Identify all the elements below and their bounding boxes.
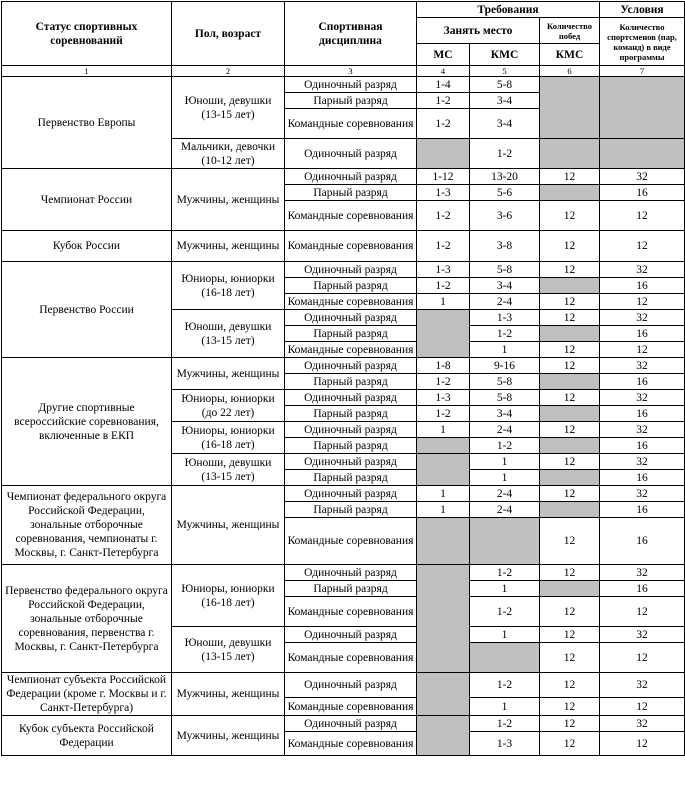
discipline-cell: Командные соревнования <box>285 294 417 310</box>
kms-cell: 1 <box>470 470 540 486</box>
age-cell: Юноши, девушки (13-15 лет) <box>172 77 285 139</box>
count-cell: 32 <box>600 390 685 406</box>
ms-cell: 1 <box>417 486 470 502</box>
count-cell: 12 <box>600 732 685 756</box>
table-row <box>2 262 685 278</box>
table-row <box>2 486 685 502</box>
count-cell: 12 <box>600 597 685 627</box>
count-cell: 16 <box>600 518 685 565</box>
count-cell: 16 <box>600 406 685 422</box>
count-cell: 12 <box>600 643 685 673</box>
count-cell <box>600 77 685 139</box>
kms-cell: 1-3 <box>470 732 540 756</box>
discipline-cell: Командные соревнования <box>285 698 417 716</box>
kms-cell: 3-4 <box>470 406 540 422</box>
kms-cell <box>470 643 540 673</box>
status-cell: Чемпионат субъекта Российской Федерации (кроме г. Москвы и г. Санкт-Петербурга) <box>2 673 172 716</box>
discipline-cell: Одиночный разряд <box>285 565 417 581</box>
wins-cell: 12 <box>540 673 600 698</box>
header-gender-age: Пол, возраст <box>172 2 285 66</box>
ms-cell: 1-2 <box>417 109 470 139</box>
discipline-cell: Парный разряд <box>285 406 417 422</box>
wins-cell: 12 <box>540 597 600 627</box>
status-cell: Чемпионат федерального округа Российской Федерации, зональные отборочные соревнования, чемпионаты г. Москвы, г. Санкт-Петербурга <box>2 486 172 565</box>
ms-cell: 1 <box>417 294 470 310</box>
wins-cell: 12 <box>540 201 600 231</box>
kms-cell: 3-4 <box>470 109 540 139</box>
discipline-cell: Парный разряд <box>285 470 417 486</box>
count-cell: 16 <box>600 581 685 597</box>
ms-cell <box>417 673 470 716</box>
wins-cell <box>540 139 600 169</box>
ms-cell <box>417 565 470 673</box>
wins-cell: 12 <box>540 342 600 358</box>
wins-cell: 12 <box>540 294 600 310</box>
count-cell: 16 <box>600 502 685 518</box>
col-number: 2 <box>172 66 285 77</box>
wins-cell <box>540 438 600 454</box>
table-row <box>2 169 685 185</box>
ms-cell: 1-2 <box>417 201 470 231</box>
count-cell <box>600 139 685 169</box>
age-cell: Юноши, девушки (13-15 лет) <box>172 454 285 486</box>
ms-cell: 1-2 <box>417 278 470 294</box>
wins-cell: 12 <box>540 486 600 502</box>
kms-cell: 1-2 <box>470 139 540 169</box>
wins-cell <box>540 502 600 518</box>
ms-cell <box>417 310 470 358</box>
ms-cell: 1-12 <box>417 169 470 185</box>
header-requirements: Требования <box>417 2 600 18</box>
age-cell: Мужчины, женщины <box>172 358 285 390</box>
count-cell: 32 <box>600 262 685 278</box>
header-wins-count: Количество побед <box>540 18 600 44</box>
count-cell: 16 <box>600 374 685 390</box>
ms-cell: 1-2 <box>417 406 470 422</box>
ms-cell: 1-3 <box>417 262 470 278</box>
wins-cell: 12 <box>540 454 600 470</box>
header-athletes-count: Количество спортсменов (пар, команд) в виде программы <box>600 18 685 66</box>
wins-cell: 12 <box>540 716 600 732</box>
wins-cell <box>540 185 600 201</box>
count-cell: 32 <box>600 169 685 185</box>
ms-cell: 1 <box>417 502 470 518</box>
status-cell: Первенство Европы <box>2 77 172 169</box>
count-cell: 12 <box>600 698 685 716</box>
col-number: 1 <box>2 66 172 77</box>
kms-cell: 2-4 <box>470 422 540 438</box>
age-cell: Юниоры, юниорки (16-18 лет) <box>172 565 285 627</box>
wins-cell: 12 <box>540 310 600 326</box>
discipline-cell: Одиночный разряд <box>285 673 417 698</box>
discipline-cell: Одиночный разряд <box>285 310 417 326</box>
wins-cell: 12 <box>540 565 600 581</box>
count-cell: 12 <box>600 342 685 358</box>
col-number: 6 <box>540 66 600 77</box>
discipline-cell: Одиночный разряд <box>285 139 417 169</box>
wins-cell: 12 <box>540 390 600 406</box>
age-cell: Юниоры, юниорки (16-18 лет) <box>172 422 285 454</box>
requirements-table <box>1 1 685 756</box>
discipline-cell: Парный разряд <box>285 185 417 201</box>
col-number: 7 <box>600 66 685 77</box>
count-cell: 32 <box>600 310 685 326</box>
count-cell: 12 <box>600 294 685 310</box>
count-cell: 32 <box>600 486 685 502</box>
wins-cell <box>540 278 600 294</box>
age-cell: Мужчины, женщины <box>172 169 285 231</box>
discipline-cell: Парный разряд <box>285 581 417 597</box>
wins-cell: 12 <box>540 231 600 262</box>
count-cell: 32 <box>600 454 685 470</box>
wins-cell <box>540 470 600 486</box>
discipline-cell: Одиночный разряд <box>285 358 417 374</box>
kms-cell: 13-20 <box>470 169 540 185</box>
ms-cell: 1-2 <box>417 374 470 390</box>
ms-cell: 1-3 <box>417 185 470 201</box>
header-discipline: Спортивная дисциплина <box>285 2 417 66</box>
kms-cell: 5-8 <box>470 374 540 390</box>
col-number: 5 <box>470 66 540 77</box>
count-cell: 32 <box>600 627 685 643</box>
wins-cell: 12 <box>540 698 600 716</box>
kms-cell: 1-2 <box>470 326 540 342</box>
wins-cell: 12 <box>540 169 600 185</box>
wins-cell: 12 <box>540 732 600 756</box>
wins-cell: 12 <box>540 518 600 565</box>
count-cell: 16 <box>600 185 685 201</box>
age-cell: Мальчики, девочки (10-12 лет) <box>172 139 285 169</box>
ms-cell: 1-4 <box>417 77 470 93</box>
table-row <box>2 231 685 262</box>
kms-cell: 3-6 <box>470 201 540 231</box>
age-cell: Юноши, девушки (13-15 лет) <box>172 310 285 358</box>
kms-cell: 1-3 <box>470 310 540 326</box>
status-cell: Чемпионат России <box>2 169 172 231</box>
count-cell: 16 <box>600 326 685 342</box>
kms-cell: 1-2 <box>470 438 540 454</box>
count-cell: 32 <box>600 422 685 438</box>
age-cell: Мужчины, женщины <box>172 231 285 262</box>
discipline-cell: Парный разряд <box>285 374 417 390</box>
col-number: 4 <box>417 66 470 77</box>
wins-cell <box>540 406 600 422</box>
age-cell: Мужчины, женщины <box>172 716 285 756</box>
kms-cell: 1-2 <box>470 716 540 732</box>
ms-cell: 1-8 <box>417 358 470 374</box>
kms-cell: 1 <box>470 581 540 597</box>
kms-cell: 5-8 <box>470 262 540 278</box>
count-cell: 32 <box>600 565 685 581</box>
discipline-cell: Командные соревнования <box>285 732 417 756</box>
ms-cell <box>417 139 470 169</box>
header-kms: КМС <box>470 44 540 66</box>
status-cell: Кубок субъекта Российской Федерации <box>2 716 172 756</box>
discipline-cell: Командные соревнования <box>285 109 417 139</box>
ms-cell <box>417 454 470 486</box>
discipline-cell: Командные соревнования <box>285 518 417 565</box>
kms-cell: 1-2 <box>470 565 540 581</box>
count-cell: 32 <box>600 358 685 374</box>
discipline-cell: Одиночный разряд <box>285 454 417 470</box>
discipline-cell: Парный разряд <box>285 326 417 342</box>
status-cell: Кубок России <box>2 231 172 262</box>
discipline-cell: Одиночный разряд <box>285 422 417 438</box>
ms-cell <box>417 716 470 756</box>
table-row <box>2 358 685 374</box>
ms-cell: 1-2 <box>417 93 470 109</box>
kms-cell: 2-4 <box>470 294 540 310</box>
discipline-cell: Командные соревнования <box>285 231 417 262</box>
count-cell: 32 <box>600 716 685 732</box>
discipline-cell: Одиночный разряд <box>285 169 417 185</box>
kms-cell: 1-2 <box>470 597 540 627</box>
discipline-cell: Командные соревнования <box>285 597 417 627</box>
ms-cell: 1 <box>417 422 470 438</box>
discipline-cell: Одиночный разряд <box>285 77 417 93</box>
discipline-cell: Одиночный разряд <box>285 262 417 278</box>
kms-cell: 1 <box>470 342 540 358</box>
header-ms: МС <box>417 44 470 66</box>
kms-cell: 9-16 <box>470 358 540 374</box>
discipline-cell: Парный разряд <box>285 502 417 518</box>
kms-cell: 1-2 <box>470 673 540 698</box>
kms-cell: 2-4 <box>470 486 540 502</box>
wins-cell: 12 <box>540 643 600 673</box>
count-cell: 12 <box>600 201 685 231</box>
discipline-cell: Одиночный разряд <box>285 627 417 643</box>
age-cell: Юниоры, юниорки (16-18 лет) <box>172 262 285 310</box>
col-number: 3 <box>285 66 417 77</box>
kms-cell: 5-8 <box>470 77 540 93</box>
kms-cell: 1 <box>470 698 540 716</box>
header-status: Статус спортивных соревнований <box>2 2 172 66</box>
table-row <box>2 673 685 698</box>
discipline-cell: Парный разряд <box>285 438 417 454</box>
header-conditions: Условия <box>600 2 685 18</box>
kms-cell: 3-8 <box>470 231 540 262</box>
kms-cell <box>470 518 540 565</box>
discipline-cell: Одиночный разряд <box>285 716 417 732</box>
ms-cell: 1-3 <box>417 390 470 406</box>
kms-cell: 3-4 <box>470 93 540 109</box>
table-row <box>2 716 685 732</box>
discipline-cell: Парный разряд <box>285 93 417 109</box>
discipline-cell: Командные соревнования <box>285 342 417 358</box>
discipline-cell: Одиночный разряд <box>285 390 417 406</box>
wins-cell: 12 <box>540 262 600 278</box>
ms-cell <box>417 518 470 565</box>
table-row <box>2 565 685 581</box>
ms-cell <box>417 438 470 454</box>
header-kms-wins: КМС <box>540 44 600 66</box>
discipline-cell: Командные соревнования <box>285 643 417 673</box>
age-cell: Мужчины, женщины <box>172 486 285 565</box>
status-cell: Другие спортивные всероссийские соревнования, включенные в ЕКП <box>2 358 172 486</box>
discipline-cell: Парный разряд <box>285 278 417 294</box>
status-cell: Первенство федерального округа Российской Федерации, зональные отборочные соревнования, первенства г. Москвы, г. Санкт-Петербурга <box>2 565 172 673</box>
kms-cell: 1 <box>470 627 540 643</box>
wins-cell: 12 <box>540 627 600 643</box>
wins-cell <box>540 326 600 342</box>
wins-cell: 12 <box>540 422 600 438</box>
wins-cell <box>540 77 600 139</box>
kms-cell: 5-8 <box>470 390 540 406</box>
kms-cell: 2-4 <box>470 502 540 518</box>
kms-cell: 5-6 <box>470 185 540 201</box>
wins-cell <box>540 581 600 597</box>
discipline-cell: Командные соревнования <box>285 201 417 231</box>
wins-cell <box>540 374 600 390</box>
count-cell: 16 <box>600 470 685 486</box>
age-cell: Юниоры, юниорки (до 22 лет) <box>172 390 285 422</box>
age-cell: Юноши, девушки (13-15 лет) <box>172 627 285 673</box>
kms-cell: 3-4 <box>470 278 540 294</box>
wins-cell: 12 <box>540 358 600 374</box>
header-take-place: Занять место <box>417 18 540 44</box>
count-cell: 16 <box>600 278 685 294</box>
count-cell: 12 <box>600 231 685 262</box>
ms-cell: 1-2 <box>417 231 470 262</box>
status-cell: Первенство России <box>2 262 172 358</box>
discipline-cell: Одиночный разряд <box>285 486 417 502</box>
count-cell: 16 <box>600 438 685 454</box>
kms-cell: 1 <box>470 454 540 470</box>
table-row <box>2 77 685 93</box>
age-cell: Мужчины, женщины <box>172 673 285 716</box>
count-cell: 32 <box>600 673 685 698</box>
